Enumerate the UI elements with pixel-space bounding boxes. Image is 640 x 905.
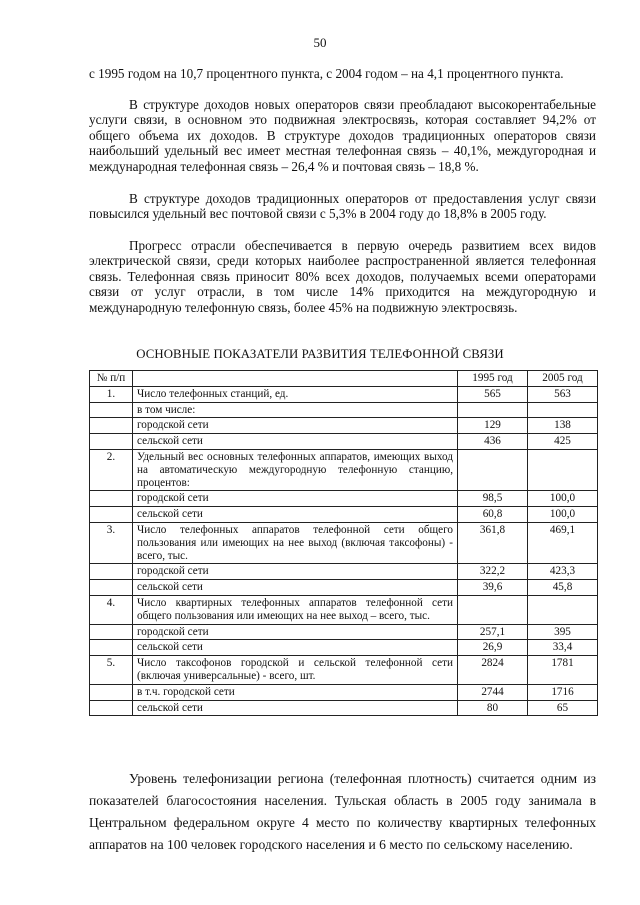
row-value-2005: 1781 [528, 656, 598, 685]
row-value-2005: 425 [528, 434, 598, 450]
row-value-2005: 423,3 [528, 564, 598, 580]
row-value-2005: 138 [528, 418, 598, 434]
table-row [90, 700, 598, 716]
paragraph-4: Прогресс отрасли обеспечивается в первую очередь развитием всех видов электрической связи, среди которых наиболее распространенной является телефонная связь. Телефонная связь приносит 80% всех доходов, получаемых всеми операторами связи от услуг отрасли, в том числе 14% приходится на междугородную и международную телефонную связь, более 45% на подвижную электросвязь. [89, 238, 596, 315]
row-number [90, 491, 133, 507]
table-row [90, 640, 598, 656]
row-number [90, 402, 133, 418]
row-value-1995: 565 [458, 386, 528, 402]
row-value-1995: 60,8 [458, 507, 528, 523]
row-indicator: Число таксофонов городской и сельской телефонной сети (включая универсальные) - всего, шт. [133, 656, 458, 685]
table-header-row [90, 371, 598, 387]
table-title: ОСНОВНЫЕ ПОКАЗАТЕЛИ РАЗВИТИЯ ТЕЛЕФОННОЙ СВЯЗИ [136, 347, 504, 361]
row-number [90, 434, 133, 450]
header-2005: 2005 год [528, 371, 598, 387]
table-row [90, 684, 598, 700]
row-value-1995 [458, 402, 528, 418]
row-value-2005: 45,8 [528, 580, 598, 596]
row-value-1995: 98,5 [458, 491, 528, 507]
table-row [90, 656, 598, 685]
row-indicator: в т.ч. городской сети [133, 684, 458, 700]
row-value-2005 [528, 595, 598, 624]
indicators-table [89, 370, 598, 716]
row-number [90, 684, 133, 700]
row-number: 5. [90, 656, 133, 685]
row-indicator: сельской сети [133, 700, 458, 716]
table-row [90, 402, 598, 418]
row-value-1995: 129 [458, 418, 528, 434]
row-indicator: городской сети [133, 564, 458, 580]
row-value-1995 [458, 449, 528, 490]
row-indicator: Число телефонных станций, ед. [133, 386, 458, 402]
row-number: 3. [90, 522, 133, 563]
row-number [90, 564, 133, 580]
table-row [90, 624, 598, 640]
row-number [90, 624, 133, 640]
paragraph-5: Уровень телефонизации региона (телефонная плотность) считается одним из показателей благосостояния населения. Тульская область в 2005 году занимала в Центральном федеральном округе 4 место по количеству квартирных телефонных аппаратов на 100 человек городского населения и 6 место по сельскому населению. [89, 771, 596, 852]
header-name [133, 371, 458, 387]
row-number [90, 418, 133, 434]
row-number [90, 507, 133, 523]
row-value-2005 [528, 449, 598, 490]
row-value-1995: 436 [458, 434, 528, 450]
row-value-2005: 33,4 [528, 640, 598, 656]
row-value-1995: 2744 [458, 684, 528, 700]
table-row [90, 418, 598, 434]
table-row [90, 386, 598, 402]
row-value-1995: 257,1 [458, 624, 528, 640]
row-number: 4. [90, 595, 133, 624]
table-row [90, 491, 598, 507]
row-value-2005: 100,0 [528, 507, 598, 523]
row-indicator: Число телефонных аппаратов телефонной сети общего пользования или имеющих на нее выход (включая таксофоны) - всего, тыс. [133, 522, 458, 563]
row-value-2005: 65 [528, 700, 598, 716]
row-value-1995: 39,6 [458, 580, 528, 596]
row-indicator: сельской сети [133, 507, 458, 523]
row-value-2005: 1716 [528, 684, 598, 700]
row-number [90, 700, 133, 716]
row-indicator: городской сети [133, 491, 458, 507]
page-number: 50 [313, 35, 327, 50]
paragraph-2: В структуре доходов новых операторов связи преобладают высокорентабельные услуги связи, в основном это подвижная электросвязь, которая составляет 94,2% от общего объема их доходов. В структуре доходов традиционных операторов связи наибольший удельный вес имеет местная телефонная связь – 40,1%, междугородная и международная телефонная связь – 26,4 % и почтовая связь – 18,8 %. [89, 97, 596, 174]
row-number: 1. [90, 386, 133, 402]
table-row [90, 580, 598, 596]
row-value-2005: 469,1 [528, 522, 598, 563]
table-row [90, 434, 598, 450]
table-row [90, 522, 598, 563]
row-indicator: городской сети [133, 624, 458, 640]
table-row [90, 507, 598, 523]
row-value-2005: 563 [528, 386, 598, 402]
row-number [90, 640, 133, 656]
row-value-1995 [458, 595, 528, 624]
table-row [90, 595, 598, 624]
header-num: № п/п [90, 371, 133, 387]
row-value-1995: 80 [458, 700, 528, 716]
row-indicator: Удельный вес основных телефонных аппаратов, имеющих выход на автоматическую междугородную телефонную станцию, процентов: [133, 449, 458, 490]
row-indicator: в том числе: [133, 402, 458, 418]
table-row [90, 449, 598, 490]
table-row [90, 564, 598, 580]
row-value-1995: 26,9 [458, 640, 528, 656]
row-value-2005: 395 [528, 624, 598, 640]
paragraph-1: с 1995 годом на 10,7 процентного пункта, с 2004 годом – на 4,1 процентного пункта. [89, 66, 564, 81]
row-indicator: Число квартирных телефонных аппаратов телефонной сети общего пользования или имеющих на нее выход – всего, тыс. [133, 595, 458, 624]
paragraph-3: В структуре доходов традиционных операторов от предоставления услуг связи повысился удельный вес почтовой связи с 5,3% в 2004 году до 18,8% в 2005 году. [89, 191, 596, 222]
row-number [90, 580, 133, 596]
row-indicator: сельской сети [133, 580, 458, 596]
row-number: 2. [90, 449, 133, 490]
row-indicator: сельской сети [133, 434, 458, 450]
row-value-2005: 100,0 [528, 491, 598, 507]
row-value-1995: 361,8 [458, 522, 528, 563]
header-1995: 1995 год [458, 371, 528, 387]
row-value-1995: 2824 [458, 656, 528, 685]
row-indicator: сельской сети [133, 640, 458, 656]
row-value-1995: 322,2 [458, 564, 528, 580]
row-indicator: городской сети [133, 418, 458, 434]
row-value-2005 [528, 402, 598, 418]
